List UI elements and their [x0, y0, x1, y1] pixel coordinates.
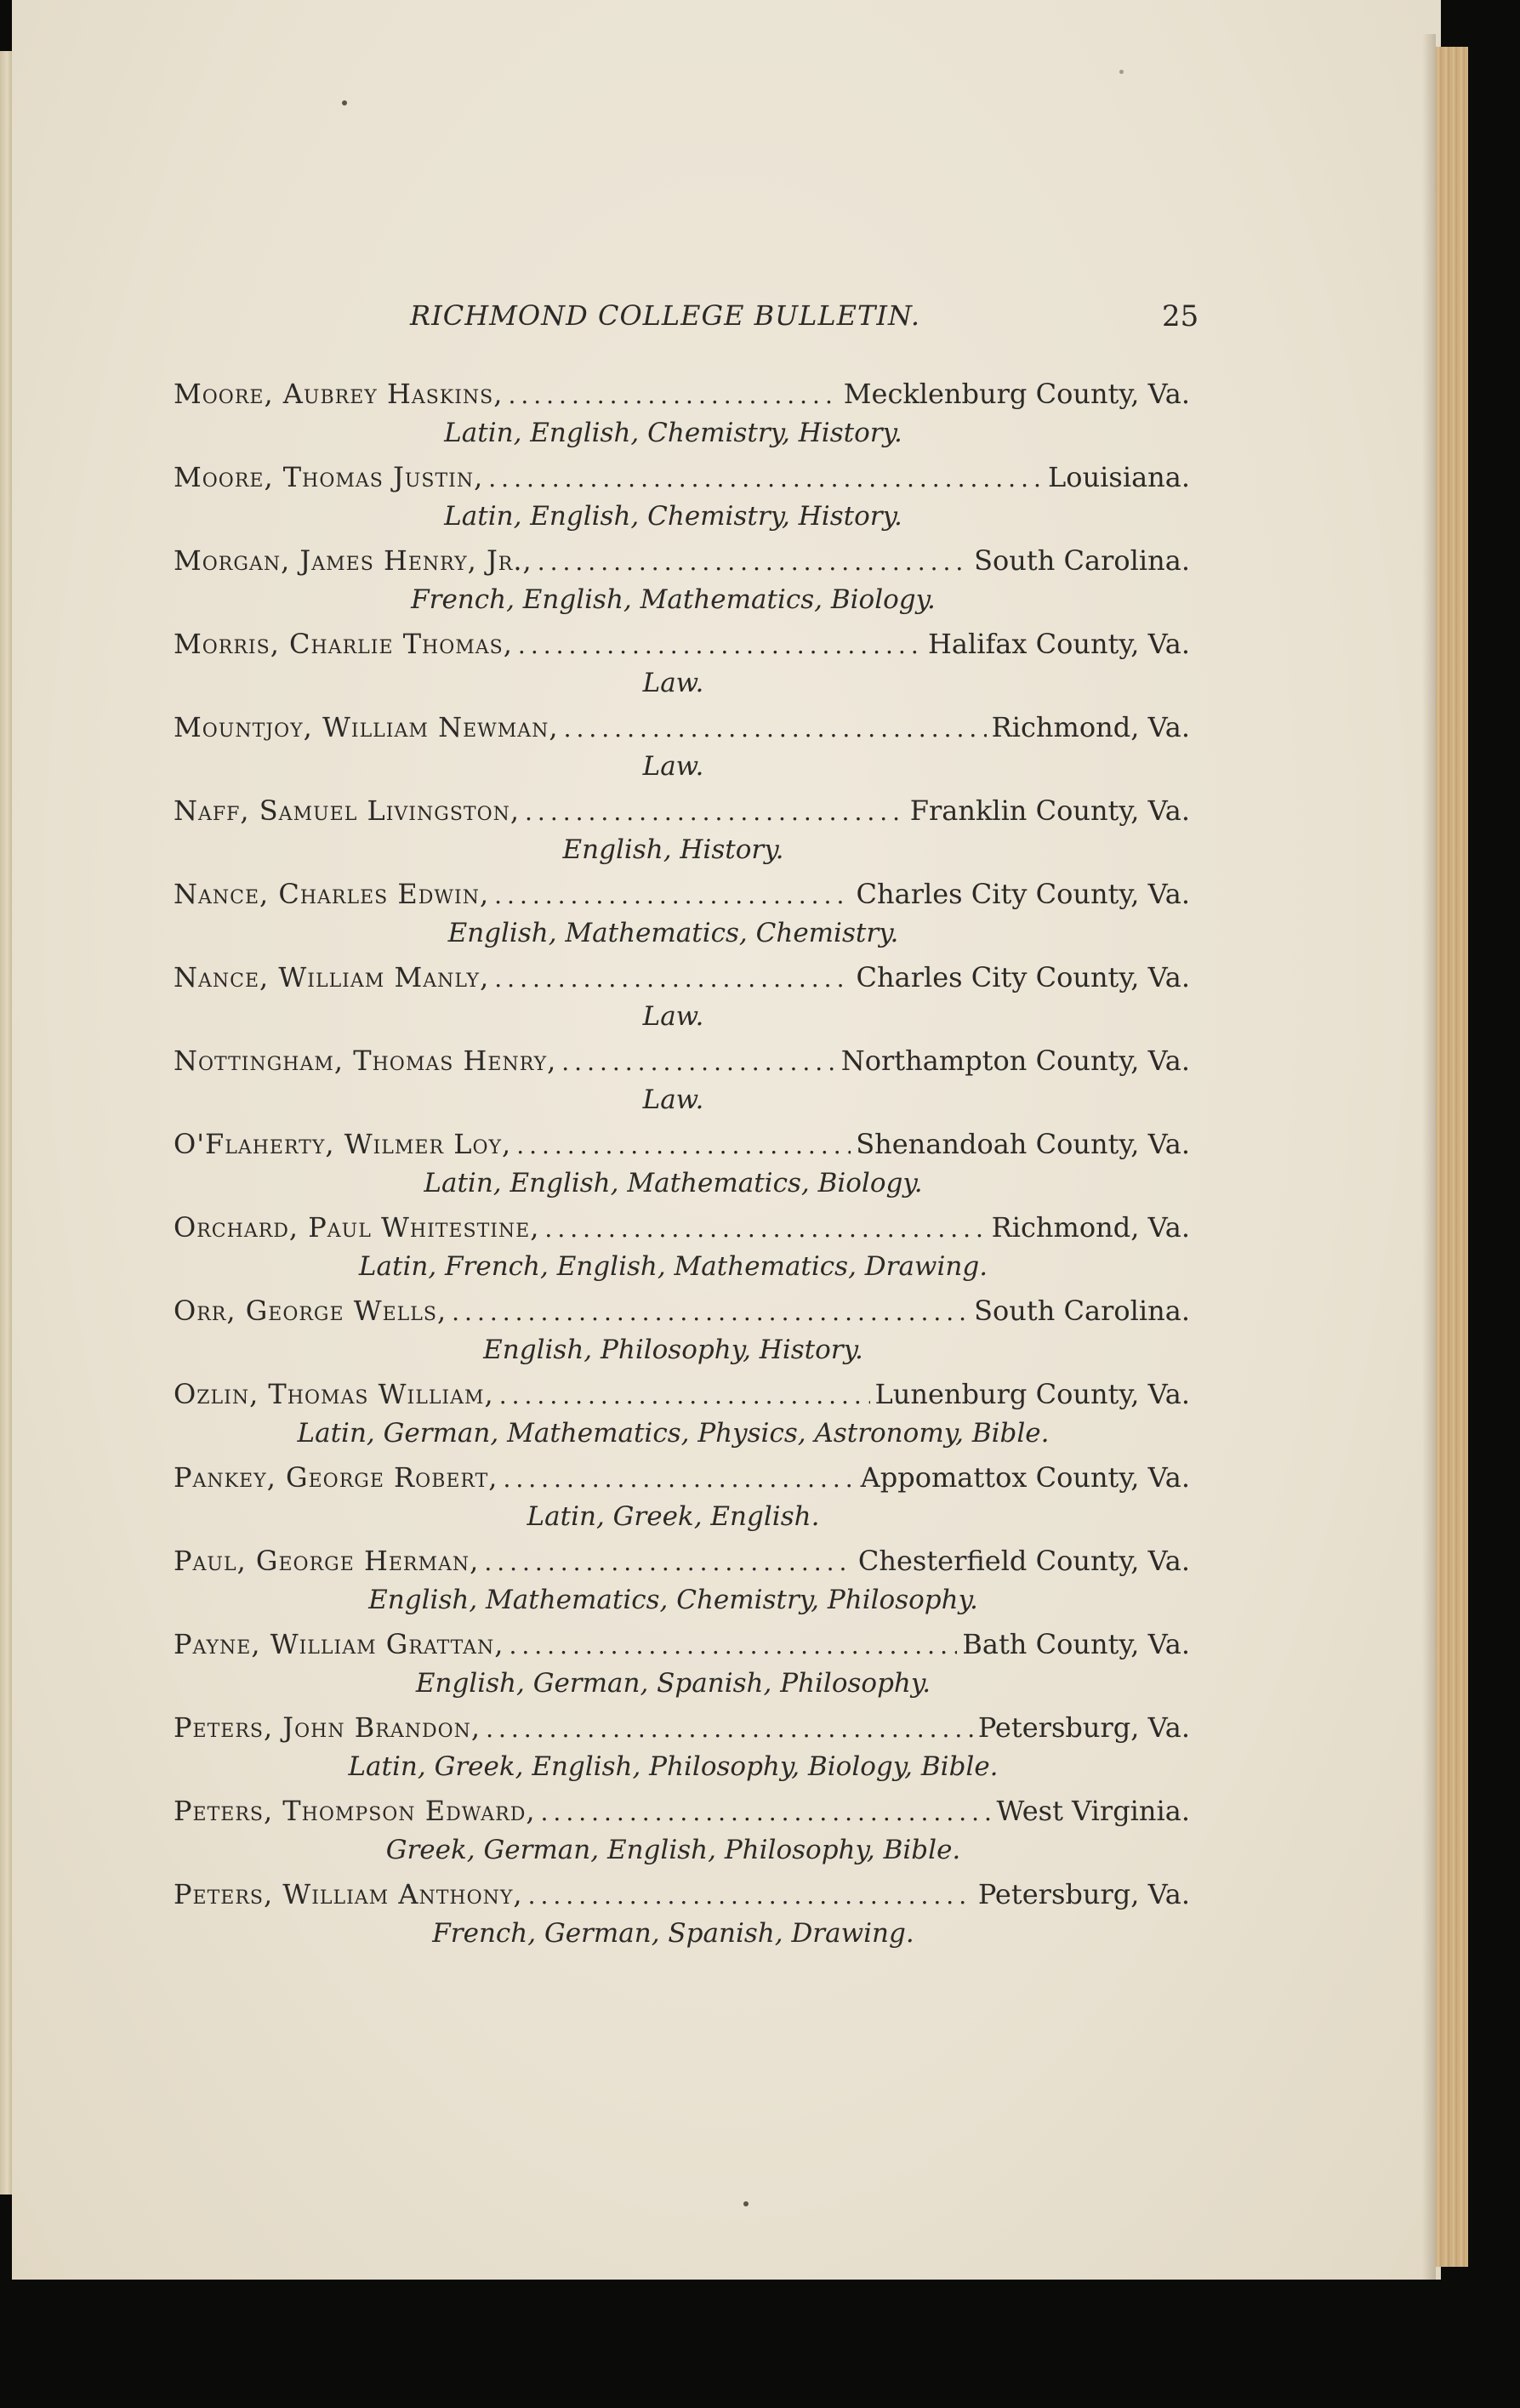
student-name: Peters, Thompson Edward, [174, 1795, 536, 1827]
subjects: Latin, German, Mathematics, Physics, Astronomy, Bible. [297, 1418, 1050, 1449]
entry-line [174, 1458, 1190, 1497]
student-list [174, 374, 1190, 1958]
hometown: Shenandoah County, Va. [856, 1128, 1190, 1160]
student-entry [174, 1291, 1190, 1375]
student-name: Morgan, James Henry, Jr., [174, 544, 532, 577]
hometown: South Carolina. [974, 1295, 1190, 1327]
page-stack-edge [1436, 47, 1468, 2267]
subjects: English, German, Spanish, Philosophy. [415, 1668, 931, 1699]
student-name: Nance, William Manly, [174, 961, 490, 993]
hometown: Halifax County, Va. [927, 628, 1190, 660]
student-entry [174, 1375, 1190, 1458]
student-name: Paul, George Herman, [174, 1545, 480, 1577]
entry-line [174, 1124, 1190, 1164]
dot-leader [494, 876, 851, 915]
running-header [12, 299, 1441, 342]
dot-leader [499, 1376, 870, 1415]
entry-line [174, 874, 1190, 914]
dot-leader [541, 1793, 992, 1832]
student-entry [174, 541, 1190, 624]
student-entry [174, 958, 1190, 1041]
subjects: Law. [642, 1001, 704, 1032]
student-entry [174, 1791, 1190, 1875]
page-number: 25 [1162, 299, 1199, 333]
hometown: Lunenburg County, Va. [874, 1378, 1190, 1410]
dot-leader [518, 626, 923, 665]
student-name: Nance, Charles Edwin, [174, 878, 490, 910]
paper-speck [1119, 70, 1124, 74]
dot-leader [509, 1626, 957, 1665]
student-name: Nottingham, Thomas Henry, [174, 1045, 557, 1077]
running-title: RICHMOND COLLEGE BULLETIN. [410, 299, 921, 332]
dot-leader [488, 459, 1043, 498]
entry-line [174, 374, 1190, 413]
student-name: Mountjoy, William Newman, [174, 711, 559, 743]
student-entry [174, 874, 1190, 958]
student-name: Payne, William Grattan, [174, 1628, 504, 1660]
hometown: Mecklenburg County, Va. [843, 378, 1190, 410]
student-entry [174, 1458, 1190, 1541]
student-name: Pankey, George Robert, [174, 1461, 498, 1494]
student-entry [174, 458, 1190, 541]
subjects: English, Mathematics, Chemistry, Philosophy. [368, 1585, 978, 1615]
subjects: English, Philosophy, History. [483, 1335, 863, 1365]
hometown: Charles City County, Va. [856, 878, 1190, 910]
subjects: Latin, English, Chemistry, History. [444, 501, 902, 532]
dot-leader [516, 1126, 851, 1165]
student-name: Naff, Samuel Livingston, [174, 794, 521, 827]
hometown: West Virginia. [996, 1795, 1190, 1827]
book-page [12, 0, 1441, 2280]
dot-leader [544, 1210, 986, 1249]
student-entry [174, 1708, 1190, 1791]
student-entry [174, 374, 1190, 458]
dot-leader [525, 793, 905, 832]
page-gutter-shadow [1422, 34, 1436, 2280]
dot-leader [508, 376, 838, 415]
student-entry [174, 1875, 1190, 1958]
entry-line [174, 791, 1190, 830]
entry-line [174, 1625, 1190, 1664]
hometown: Richmond, Va. [991, 1211, 1190, 1244]
student-name: Moore, Thomas Justin, [174, 461, 484, 493]
dot-leader [486, 1710, 973, 1749]
hometown: Petersburg, Va. [977, 1878, 1190, 1910]
subjects: English, Mathematics, Chemistry. [447, 918, 899, 948]
hometown: Charles City County, Va. [856, 961, 1190, 993]
hometown: Bath County, Va. [962, 1628, 1190, 1660]
hometown: Northampton County, Va. [840, 1045, 1190, 1077]
student-name: Moore, Aubrey Haskins, [174, 378, 504, 410]
hometown: Richmond, Va. [991, 711, 1190, 743]
paper-speck [342, 100, 347, 105]
entry-line [174, 1708, 1190, 1747]
subjects: Law. [642, 751, 704, 782]
subjects: French, English, Mathematics, Biology. [411, 584, 936, 615]
entry-line [174, 1875, 1190, 1914]
dot-leader [484, 1543, 853, 1582]
hometown: Petersburg, Va. [977, 1711, 1190, 1744]
subjects: French, German, Spanish, Drawing. [432, 1918, 914, 1949]
student-entry [174, 1041, 1190, 1124]
hometown: South Carolina. [974, 544, 1190, 577]
student-name: Peters, John Brandon, [174, 1711, 481, 1744]
entry-line [174, 1041, 1190, 1080]
student-entry [174, 1124, 1190, 1208]
subjects: Law. [642, 1084, 704, 1115]
subjects: Latin, English, Mathematics, Biology. [424, 1168, 923, 1198]
student-name: Orr, George Wells, [174, 1295, 447, 1327]
student-name: Orchard, Paul Whitestine, [174, 1211, 540, 1244]
entry-line [174, 458, 1190, 497]
student-entry [174, 1541, 1190, 1625]
student-entry [174, 1625, 1190, 1708]
hometown: Appomattox County, Va. [860, 1461, 1190, 1494]
subjects: Greek, German, English, Philosophy, Bible. [385, 1835, 961, 1865]
subjects: Law. [642, 668, 704, 698]
dot-leader [564, 709, 987, 749]
entry-line [174, 624, 1190, 663]
dot-leader [538, 543, 969, 582]
student-name: Peters, William Anthony, [174, 1878, 523, 1910]
dot-leader [494, 959, 851, 999]
student-entry [174, 708, 1190, 791]
dot-leader [528, 1876, 973, 1916]
entry-line [174, 1208, 1190, 1247]
student-name: Ozlin, Thomas William, [174, 1378, 494, 1410]
entry-line [174, 958, 1190, 997]
student-entry [174, 791, 1190, 874]
subjects: Latin, Greek, English. [527, 1501, 820, 1532]
student-name: Morris, Charlie Thomas, [174, 628, 513, 660]
entry-line [174, 1791, 1190, 1830]
entry-line [174, 1541, 1190, 1580]
paper-speck [743, 2201, 749, 2206]
dot-leader [452, 1293, 969, 1332]
student-name: O'Flaherty, Wilmer Loy, [174, 1128, 512, 1160]
entry-line [174, 1375, 1190, 1414]
subjects: Latin, English, Chemistry, History. [444, 418, 902, 448]
hometown: Louisiana. [1048, 461, 1190, 493]
student-entry [174, 1208, 1190, 1291]
left-page-edge [0, 51, 12, 2195]
entry-line [174, 708, 1190, 747]
entry-line [174, 1291, 1190, 1330]
subjects: English, History. [562, 834, 784, 865]
hometown: Chesterfield County, Va. [857, 1545, 1190, 1577]
dot-leader [561, 1043, 835, 1082]
subjects: Latin, French, English, Mathematics, Drawing. [358, 1251, 988, 1282]
entry-line [174, 541, 1190, 580]
subjects: Latin, Greek, English, Philosophy, Biology, Bible. [348, 1751, 999, 1782]
hometown: Franklin County, Va. [909, 794, 1190, 827]
student-entry [174, 624, 1190, 708]
dot-leader [503, 1460, 855, 1499]
